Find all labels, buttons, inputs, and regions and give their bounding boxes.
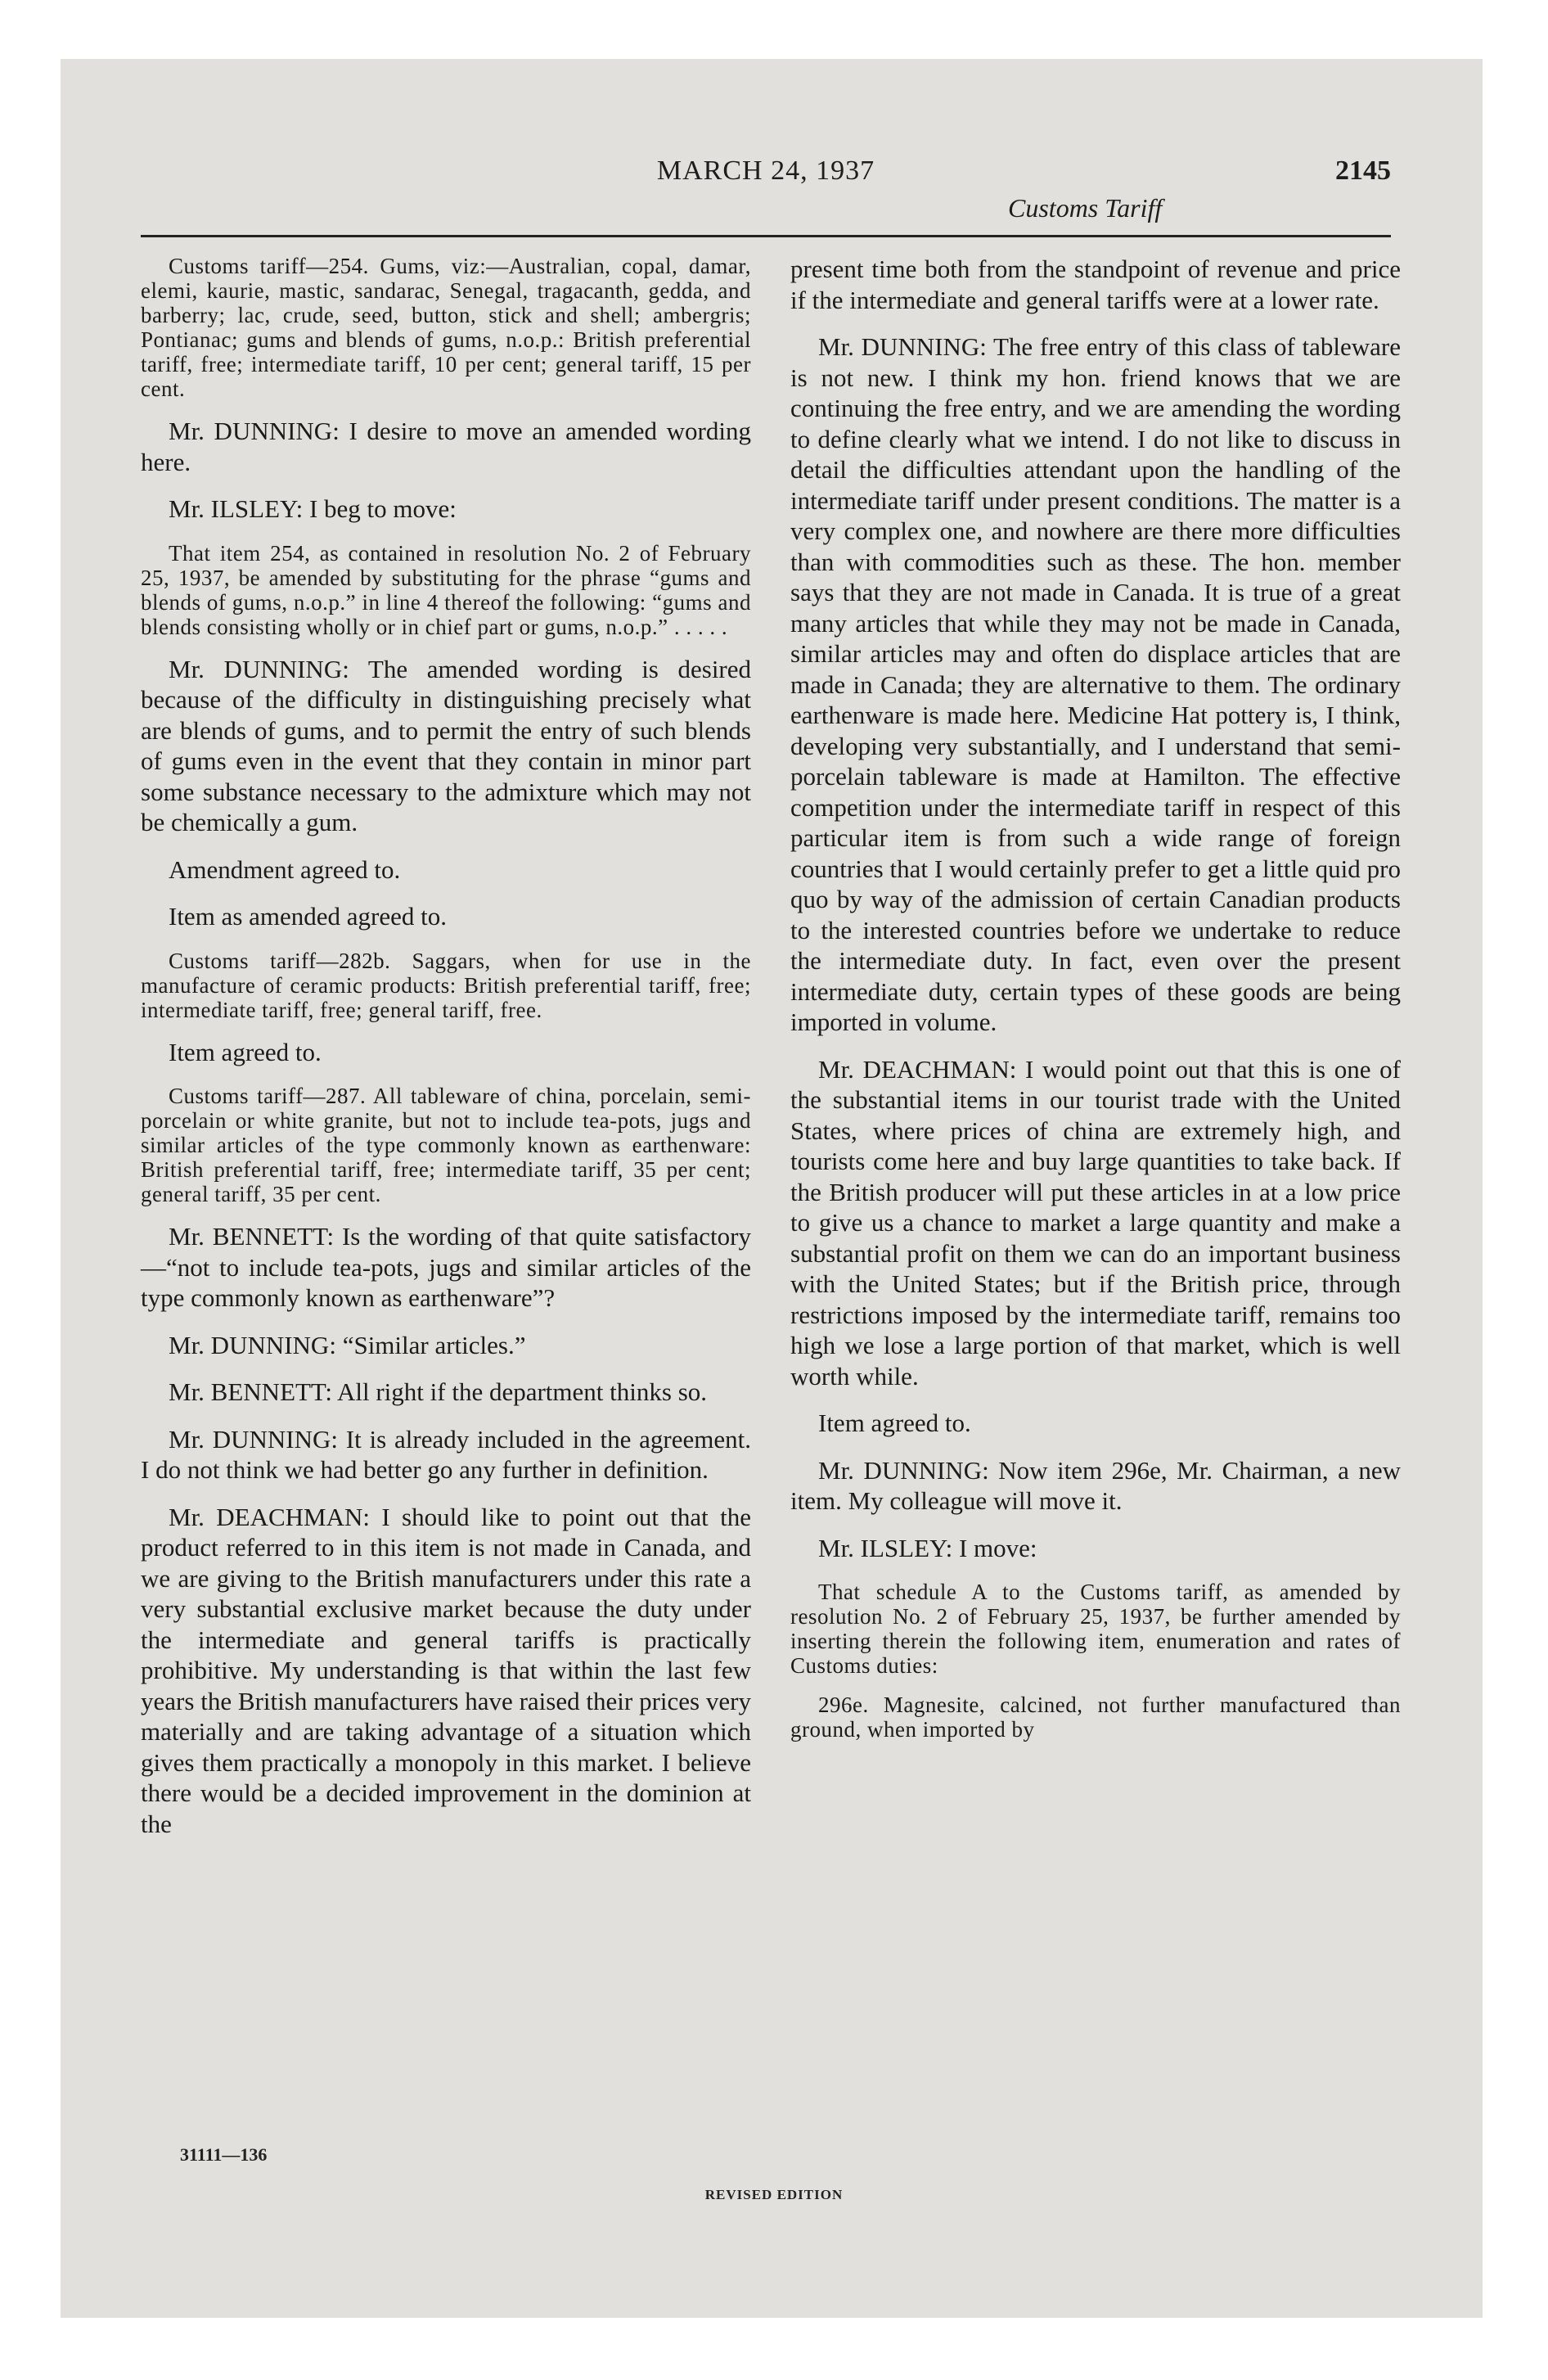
speaker-name: Mr. DUNNING: [169,417,340,445]
motion-text: That schedule A to the Customs tariff, as amended by resolution No. 2 of February 25, 1937, be further amended by inserting therein the following item, enumeration and rates of Customs duties: [790,1580,1401,1678]
speech-paragraph [790,331,1401,1038]
speech-text: The amended wording is desired because of the difficulty in distinguishing precisely what are blends of gums, and to permit the entry of such blends of gums even in the event that they contain in minor part some substance necessary to the admixture which may not be chemically a gum. [141,654,752,836]
left-column [141,254,751,1855]
speech-text: I should like to point out that the product referred to in this item is not made in Canada, and we are giving to the British manufacturers under this rate a very substantial exclusive market because the duty under the intermediate and general tariffs is practically prohibitive. My understanding is that within the last few years the British manufacturers have raised their prices very materially and are taking advantage of a situation which gives them practically a monopoly in this market. I believe there would be a decided improvement in the dominion at the [141,1502,752,1838]
header-rule [141,235,1391,237]
speech-text: I would point out that this is one of the substantial items in our tourist trade with the United States, where prices of china are extremely high, and tourists come here and buy large quantities to take back. If the British producer will put these articles in at a low price to give us a chance to market a large quantity and make a substantial profit on them we can do an important business with the United States; but if the British price, through restrictions imposed by the intermediate tariff, remains too high we lose a large portion of that market, which is well worth while. [790,1054,1401,1391]
speech-text: It is already included in the agreement. I do not think we had better go any further in definition. [141,1424,751,1484]
speech-paragraph [141,1221,751,1314]
speech-text: I beg to move: [303,494,457,523]
speaker-name: Mr. DEACHMAN: [818,1054,1017,1084]
tariff-item-296e: 296e. Magnesite, calcined, not further manufactured than ground, when imported by [790,1693,1401,1742]
speech-paragraph [141,654,751,838]
tariff-item-287: Customs tariff—287. All tableware of china, porcelain, semi-porcelain or white granite, but not to include tea-pots, jugs and similar articles of the type commonly known as earthenware: British preferential tariff, free; intermediate tariff, 35 per cent; general tariff, 35 per cent. [141,1084,751,1206]
procedural-note: Item as amended agreed to. [169,902,447,931]
speech-paragraph [141,1330,751,1361]
speech-paragraph [141,416,751,477]
speaker-name: Mr. DEACHMAN: [169,1502,370,1531]
speech-text: The free entry of this class of tableware is not new. I think my hon. friend knows that we are continuing the free entry, and we are amending the wording to define clearly what we intend. I do not like to discuss in detail the difficulties attendant upon the handling of the intermediate tariff under present conditions. The matter is a very complex one, and nowhere are there more difficulties than with commodities such as these. The hon. member says that they are not made in Canada. It is true of a great many articles that while they may not be made in Canada, similar articles may and often do displace articles that are made in Canada; they are alternative to them. The ordinary earthenware is made here. Medicine Hat pottery is, I think, developing very substantially, and I understand that semi-porcelain tableware is made at Hamilton. The effective competition under the intermediate tariff in respect of this particular item is from such a wide range of foreign countries that I would certainly prefer to get a little quid pro quo by way of the admission of certain Canadian products to the interested countries before we undertake to reduce the intermediate duty. In fact, even over the present intermediate duty, certain types of these goods are being imported in volume. [790,332,1401,1036]
speech-text: Is the wording of that quite satisfactory—“not to include tea-pots, jugs and similar articles of the type commonly known as earthenware”? [141,1222,751,1312]
speech-text: “Similar articles.” [335,1330,526,1359]
speech-text: Now item 296e, Mr. Chairman, a new item. My colleague will move it. [790,1455,1401,1515]
speech-text: I move: [952,1533,1037,1562]
speaker-name: Mr. DUNNING: [818,332,987,361]
speaker-name: Mr. DUNNING: [169,654,349,683]
speaker-name: Mr. BENNETT: [169,1222,335,1251]
speech-paragraph [141,1424,751,1485]
speech-continuation: present time both from the standpoint of revenue and price if the intermediate and general tariffs were at a lower rate. [790,255,1401,314]
speech-paragraph [141,1377,751,1408]
page-number: 2145 [1335,156,1391,186]
speech-paragraph [790,1054,1401,1392]
speech-paragraph [790,1455,1401,1517]
procedural-note: Amendment agreed to. [169,854,401,884]
procedural-note: Item agreed to. [818,1409,971,1437]
speech-text: All right if the department thinks so. [331,1377,708,1406]
speech-paragraph [141,1502,751,1840]
speech-paragraph [141,494,751,525]
tariff-item-282b: Customs tariff—282b. Saggars, when for use in the manufacture of ceramic products: British preferential tariff, free; intermediate tariff, free; general tariff, free. [141,948,751,1022]
header-date: MARCH 24, 1937 [656,156,875,186]
page-header [141,156,1391,229]
right-column [790,254,1401,1756]
tariff-item-254: Customs tariff—254. Gums, viz:—Australian, copal, damar, elemi, kaurie, mastic, sandarac, Senegal, tragacanth, gedda, and barberry; lac, crude, seed, button, stick and shell; ambergris; Pontianac; gums and blends of gums, n.o.p.: British preferential tariff, free; intermediate tariff, 10 per cent; general tariff, 15 per cent. [141,254,751,401]
speech-text: I desire to move an amended wording here. [141,417,751,476]
speaker-name: Mr. BENNETT: [169,1377,332,1406]
speaker-name: Mr. DUNNING: [818,1455,989,1485]
edition-label: REVISED EDITION [704,2187,844,2202]
speaker-name: Mr. ILSLEY: [818,1533,953,1562]
speaker-name: Mr. ILSLEY: [169,494,304,523]
print-code: 31111—136 [180,2144,268,2165]
speech-paragraph [790,1533,1401,1564]
motion-text: That item 254, as contained in resolution No. 2 of February 25, 1937, be amended by substituting for the phrase “gums and blends of gums, n.o.p.” in line 4 thereof the following: “gums and blends consisting wholly or in chief part or gums, n.o.p.” . . . . . [141,540,751,639]
section-title: Customs Tariff [1008,193,1163,223]
procedural-note: Item agreed to. [169,1037,322,1066]
speaker-name: Mr. DUNNING: [169,1330,336,1359]
speaker-name: Mr. DUNNING: [169,1424,338,1454]
